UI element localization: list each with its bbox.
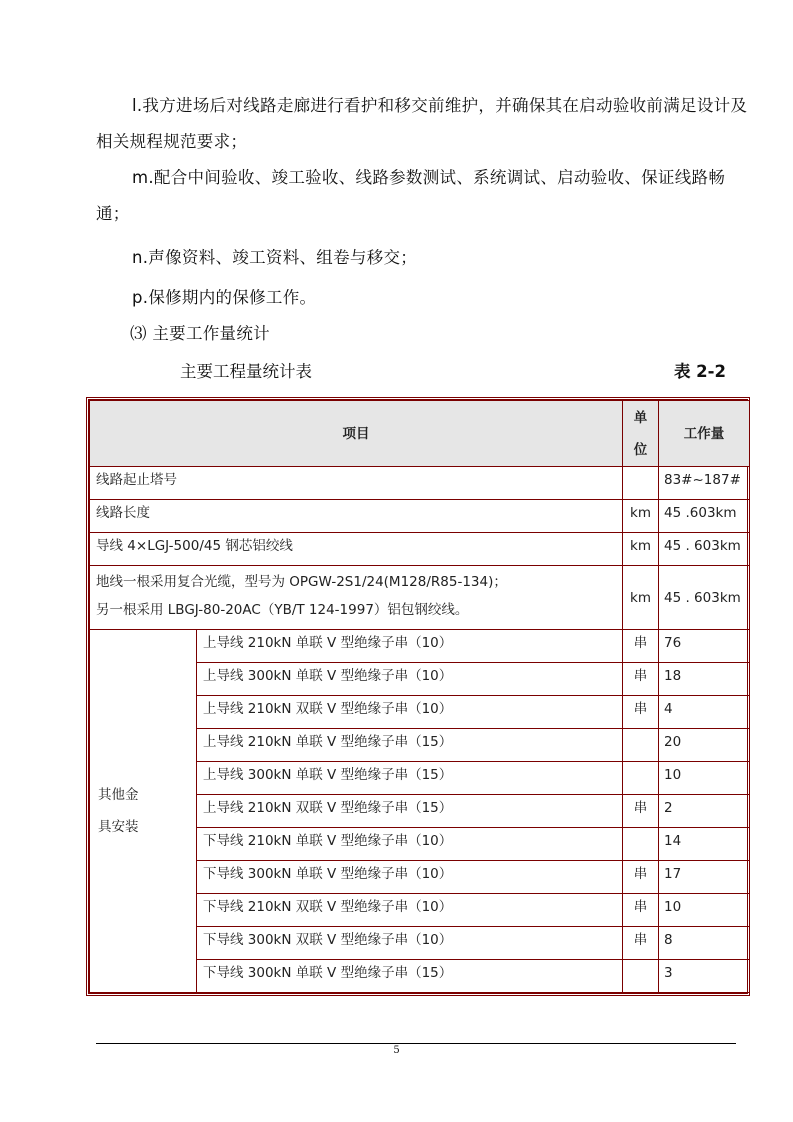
table-header-row bbox=[90, 401, 750, 467]
footer-divider bbox=[96, 1043, 736, 1044]
row-unit bbox=[623, 960, 659, 993]
row-quantity: 14 bbox=[659, 828, 750, 861]
row-unit: 串 bbox=[623, 630, 659, 663]
quantity-table bbox=[86, 397, 750, 996]
row-item bbox=[90, 566, 623, 630]
row-unit: km bbox=[623, 500, 659, 533]
row-item: 上导线 210kN 单联 V 型绝缘子串（15） bbox=[197, 729, 623, 762]
row-unit: 串 bbox=[623, 894, 659, 927]
table-row bbox=[90, 467, 750, 500]
group-label bbox=[90, 630, 197, 993]
table-number: 表 2-2 bbox=[673, 362, 726, 381]
row-unit bbox=[623, 467, 659, 500]
header-item: 项目 bbox=[90, 401, 623, 467]
row-quantity: 45 . 603km bbox=[659, 566, 750, 630]
row-item: 下导线 210kN 单联 V 型绝缘子串（10） bbox=[197, 828, 623, 861]
group-label-line1: 其他金 bbox=[98, 787, 139, 803]
row-unit: 串 bbox=[623, 861, 659, 894]
row-quantity: 4 bbox=[659, 696, 750, 729]
row-quantity: 18 bbox=[659, 663, 750, 696]
row-item: 上导线 210kN 双联 V 型绝缘子串（15） bbox=[197, 795, 623, 828]
row-quantity: 45 .603km bbox=[659, 500, 750, 533]
row-quantity: 8 bbox=[659, 927, 750, 960]
paragraph-l: l.我方进场后对线路走廊进行看护和移交前维护，并确保其在启动验收前满足设计及相关规程规范要求； bbox=[96, 96, 748, 151]
header-unit-line1: 单 bbox=[633, 409, 648, 426]
row-item: 线路长度 bbox=[90, 500, 623, 533]
table-row bbox=[90, 630, 750, 663]
row-unit: km bbox=[623, 566, 659, 630]
row-item-line1: 地线一根采用复合光缆，型号为 OPGW-2S1/24(M128/R85-134)； bbox=[96, 574, 507, 590]
row-unit bbox=[623, 828, 659, 861]
row-unit: 串 bbox=[623, 663, 659, 696]
section-heading: ⑶ 主要工作量统计 bbox=[130, 324, 270, 343]
row-quantity: 76 bbox=[659, 630, 750, 663]
row-quantity: 45 . 603km bbox=[659, 533, 750, 566]
paragraph-n: n.声像资料、竣工资料、组卷与移交； bbox=[132, 248, 418, 267]
row-item: 下导线 300kN 单联 V 型绝缘子串（10） bbox=[197, 861, 623, 894]
row-item: 下导线 210kN 双联 V 型绝缘子串（10） bbox=[197, 894, 623, 927]
row-unit: km bbox=[623, 533, 659, 566]
row-quantity: 17 bbox=[659, 861, 750, 894]
table-row bbox=[90, 533, 750, 566]
row-item: 上导线 300kN 单联 V 型绝缘子串（10） bbox=[197, 663, 623, 696]
table-caption bbox=[96, 357, 726, 387]
paragraph-m: m.配合中间验收、竣工验收、线路参数测试、系统调试、启动验收、保证线路畅通； bbox=[96, 168, 726, 223]
page-number: 5 bbox=[393, 1045, 400, 1056]
header-unit bbox=[623, 401, 659, 467]
table-row bbox=[90, 566, 750, 630]
row-unit bbox=[623, 762, 659, 795]
row-unit bbox=[623, 729, 659, 762]
row-item: 上导线 210kN 双联 V 型绝缘子串（10） bbox=[197, 696, 623, 729]
row-quantity: 20 bbox=[659, 729, 750, 762]
row-quantity: 83#~187# bbox=[659, 467, 750, 500]
row-unit: 串 bbox=[623, 696, 659, 729]
row-item: 线路起止塔号 bbox=[90, 467, 623, 500]
table-row bbox=[90, 500, 750, 533]
header-quantity: 工作量 bbox=[659, 401, 750, 467]
row-item-line2: 另一根采用 LBGJ-80-20AC（YB/T 124-1997）铝包钢绞线。 bbox=[96, 602, 469, 618]
row-item: 上导线 300kN 单联 V 型绝缘子串（15） bbox=[197, 762, 623, 795]
row-unit: 串 bbox=[623, 795, 659, 828]
row-unit: 串 bbox=[623, 927, 659, 960]
row-quantity: 10 bbox=[659, 762, 750, 795]
row-item: 上导线 210kN 单联 V 型绝缘子串（10） bbox=[197, 630, 623, 663]
row-item: 导线 4×LGJ-500/45 钢芯铝绞线 bbox=[90, 533, 623, 566]
row-quantity: 10 bbox=[659, 894, 750, 927]
paragraph-p: p.保修期内的保修工作。 bbox=[132, 288, 317, 307]
header-unit-line2: 位 bbox=[633, 441, 648, 458]
row-quantity: 2 bbox=[659, 795, 750, 828]
row-item: 下导线 300kN 双联 V 型绝缘子串（10） bbox=[197, 927, 623, 960]
row-item: 下导线 300kN 单联 V 型绝缘子串（15） bbox=[197, 960, 623, 993]
table-title: 主要工程量统计表 bbox=[180, 362, 312, 381]
group-label-line2: 具安装 bbox=[98, 819, 139, 835]
row-quantity: 3 bbox=[659, 960, 750, 993]
